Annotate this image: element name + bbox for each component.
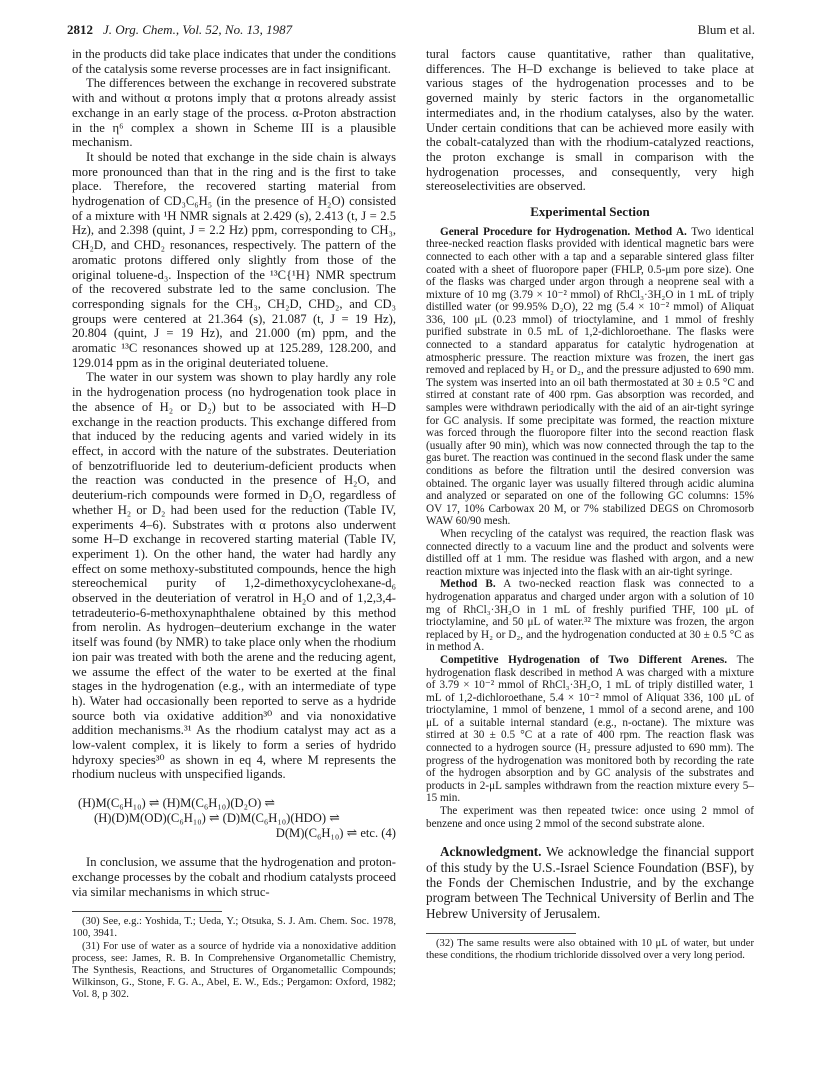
section-heading: Experimental Section (530, 204, 650, 220)
acknowledgment-title: Acknowledgment. (440, 844, 542, 860)
competitive-text: The hydrogenation flask described in method A was charged with a mixture of 3.79 × 10⁻² mmol of RhCl₃·3H₂O, 1 mL of triply distilled water, 1 mL of 1,2-dichloroethane, 5.4 × 10⁻² mmol of Aliquat 336, 100 μL of trioctylamine, 1 mmol of benzene, 1 mmol of a second arene, and 100 μL of a suitable internal standard (e.g., n-octane). The mixture was stirred at 30 ± 0.5 °C at a rate of 400 rpm. The reaction flask was connected to a hydrogen source (H₂ pressure adjusted to 690 mm). The progress of the hydrogenation was monitored both by recording the rate of the hydrogen absorption and by GC analysis of the substrates and products in 2-μL samples withdrawn from the reaction mixture every 5–15 min. (426, 653, 754, 805)
method-a-paragraph (426, 226, 754, 528)
paragraph: It should be noted that exchange in the side chain is always more pronounced than that in the ring and is the first to take place. Therefore, the recovered starting material from hydrogenation of CD₃C₆H₅ (in the presence of H₂O) consisted of a mixture with ¹H NMR signals at 2.429 (s), 2.413 (t, J = 2.5 Hz), and 2.398 (quint, J = 2.2 Hz) ppm, corresponding to CH₃, CH₂D, and CHD₂ resonances, respectively. The pattern of the aromatic protons differed only slightly from those of the original toluene-d₃. Inspection of the ¹³C{¹H} NMR spectrum of the recovered substrate led to the same conclusion. The corresponding signals for the CH₃, CH₂D, CHD₂, and CD₃ groups were centered at 21.364 (s), 21.087 (t, J = 19 Hz), 20.804 (quint, J = 19 Hz), and 21.000 (m) ppm, and the aromatic ¹³C resonances showed up at 125.289, 128.200, and 129.014 ppm as in the original deuteriated toluene. (72, 149, 396, 370)
method-a-text: Two identical three-necked reaction flasks provided with identical magnetic bars were connected to each other with a tap and a separable sintered glass filter coated with a sheet of fluoropore paper (FHLP, 0.5-μm pore size). One of the flasks was charged under argon through a neoprene seal with a mixture of 10 mg (3.79 × 10⁻² mmol) of RhCl₃·3H₂O in 1 mL of triply distilled water (or 99.95% D₂O), 22 mg (5.4 × 10⁻² mmol) of Aliquat 336, 100 μL (0.23 mmol) of trioctylamine, and 1 mmol of freshly purified substrate in 0.5 mL of 1,2-dichloroethane. The flasks were connected to a standard apparatus for catalytic hydrogenation at atmospheric pressure. The reaction mixture was frozen, the inert gas removed and replaced by H₂ or D₂, and the pressure adjusted to 690 mm. The system was inserted into an oil bath thermostated at 30 ± 0.5 °C and stirred at constant rate of 400 rpm. Gas absorption was recorded, and samples were withdrawn periodically with the aid of an air-tight syringe for GC analysis. If some precipitate was formed, the reaction mixture was forced through the fluoropore filter into the second reaction flask (usually after 90 min), which was now connected through the tap to the gas buret. The reaction was continued in the second flask under the same conditions as before the filtration until the desired conversion was obtained. The organic layer was usually filtered through acidic alumina and analyzed or separated on one of the following GC columns: 15% OV 17, 10% Carbowax 20 M, or 7% stabilized DEGS on Chromosorb WAW 60/90 mesh. (426, 225, 754, 528)
method-b-title: Method B. (440, 578, 496, 591)
experimental-text (426, 226, 754, 831)
competitive-paragraph (426, 654, 754, 805)
competitive-title: Competitive Hydrogenation of Two Different Arenes. (440, 653, 728, 666)
method-b-paragraph (426, 578, 754, 654)
right-column (426, 47, 754, 963)
method-b-text: A two-necked reaction flask was connected to a hydrogenation apparatus and charged under argon with a solution of 10 mg of RhCl₃·3H₂O in 1 mL of freshly purified THF, 100 μL of trioctylamine, and 50 μL of water.³² The mixture was frozen, the argon replaced by H₂ or D₂, and the hydrogenation conducted at 30 ± 0.5 °C as in method A. (426, 578, 754, 654)
footnote-30: (30) See, e.g.: Yoshida, T.; Ueda, Y.; Otsuka, S. J. Am. Chem. Soc. 1978, 100, 3941. (72, 916, 396, 940)
equation-line: (H)(D)M(OD)(C₆H₁₀) ⇌ (D)M(C₆H₁₀)(HDO) ⇌ (94, 811, 340, 826)
acknowledgment-paragraph (426, 844, 754, 921)
footnote-31: (31) For use of water as a source of hydride via a nonoxidative addition process, see: James, R. B. In Comprehensive Organometallic Chemistry, The Synthesis, Reactions, and Structures of Organometallic Compounds; Wilkinson, G., Stone, F. G. A., Abel, E. W., Eds.; Pergamon: Oxford, 1982; Vol. 8, p 302. (72, 940, 396, 1001)
page-header (67, 22, 755, 40)
method-a-title: General Procedure for Hydrogenation. Method A. (440, 225, 687, 238)
paragraph: The differences between the exchange in recovered substrate with and without α protons imply that α protons already assist exchange in an early stage of the process. α-Proton abstraction in the η⁶ complex a shown in Scheme III is a plausible mechanism. (72, 76, 396, 150)
page-number: 2812 (67, 22, 93, 37)
paragraph: tural factors cause quantitative, rather than qualitative, differences. The H–D exchange is believed to take place at various stages of the hydrogenation processes and to be governed mainly by steric factors in the organometallic intermediates and, in the rhodium catalyses, also by the water. Under certain conditions that can be achieved more easily with the cobalt-catalyzed than with the rhodium-catalyzed reactions, the proton exchange is small in comparison with the hydrogenation processes, and consequently, very high stereoselectivities are observed. (426, 47, 754, 194)
footnote-rule (72, 911, 222, 912)
left-column (72, 47, 396, 1002)
equation-line: (H)M(C₆H₁₀) ⇌ (H)M(C₆H₁₀)(D₂O) ⇌ (78, 796, 275, 811)
running-author: Blum et al. (697, 22, 755, 37)
paragraph: The water in our system was shown to play hardly any role in the hydrogenation process (no hydrogenation took place in the absence of H₂ or D₂) but to be associated with H–D exchange in the reaction products. This exchange differed from that induced by the reducing agents and varied widely in its effect, in accord with the nature of the substrates. Deuteriation of benzotrifluoride led to deuterium-deficient products when the reaction was conducted in the presence of H₂O, and deuterium-rich compounds were formed in D₂O, regardless of whether H₂ or D₂ had been used for the reduction (Table IV, experiments 4–6). Substrates with α protons also underwent some H–D exchange in recovered starting material (Table IV, experiment 1). On the other hand, the water had hardly any effect on some methoxy-substituted compounds, hence the high stereochemical purity of 1,2-dimethoxycyclohexane-d₆ observed in the deuteriation of veratrol in H₂O and of 1,2,3,4-tetradeuterio-6-methoxynaphthalene obtained by this method from nerolin. As hydrogen–deuterium exchange in the water itself was found (by NMR) to take place only when the rhodium ion pair was treated with both the arene and the reducing agent, we assume the effect of the water to be exerted at the final stages in the hydrogenation (e.g., with an intermediate of type h). Water had occasionally been reported to serve as a hydride source both via oxidative addition³⁰ and via nonoxidative addition mechanisms.³¹ As the rhodium catalyst may act as a low-valent complex, it is likely to form a series of hydrido hdyroxy species³⁰ as shown in eq 4, where M represents the rhodium nucleus with unspecified ligands. (72, 370, 396, 782)
paragraph: In conclusion, we assume that the hydrogenation and proton-exchange processes by the cobalt and rhodium catalysts proceed via similar mechanisms in which struc- (72, 855, 396, 899)
equation-4 (72, 796, 396, 841)
paragraph: in the products did take place indicates that under the conditions of the catalysis some reverse processes are in fact insignificant. (72, 47, 396, 76)
paragraph: The experiment was then repeated twice: once using 2 mmol of benzene and once using 2 mmol of the second substrate alone. (426, 805, 754, 830)
acknowledgment-text: We acknowledge the financial support of this study by the U.S.-Israel Science Foundation (BSF), by the Fonds der Chemischen Industrie, and by the exchange program between The Technical University of Berlin and The Hebrew University of Jerusalem. (426, 844, 754, 921)
journal-citation: J. Org. Chem., Vol. 52, No. 13, 1987 (103, 22, 293, 37)
equation-line: D(M)(C₆H₁₀) ⇌ etc. (4) (275, 826, 396, 841)
footnote-32: (32) The same results were also obtained with 10 μL of water, but under these conditions, the rhodium trichloride dissolved over a very long period. (426, 938, 754, 962)
paragraph: When recycling of the catalyst was required, the reaction flask was connected directly to a vacuum line and the product and solvents were distilled off at 1 mm. The residue was flashed with argon, and a new reaction mixture was injected into the flask with an air-tight syringe. (426, 527, 754, 578)
footnote-rule (426, 933, 576, 934)
